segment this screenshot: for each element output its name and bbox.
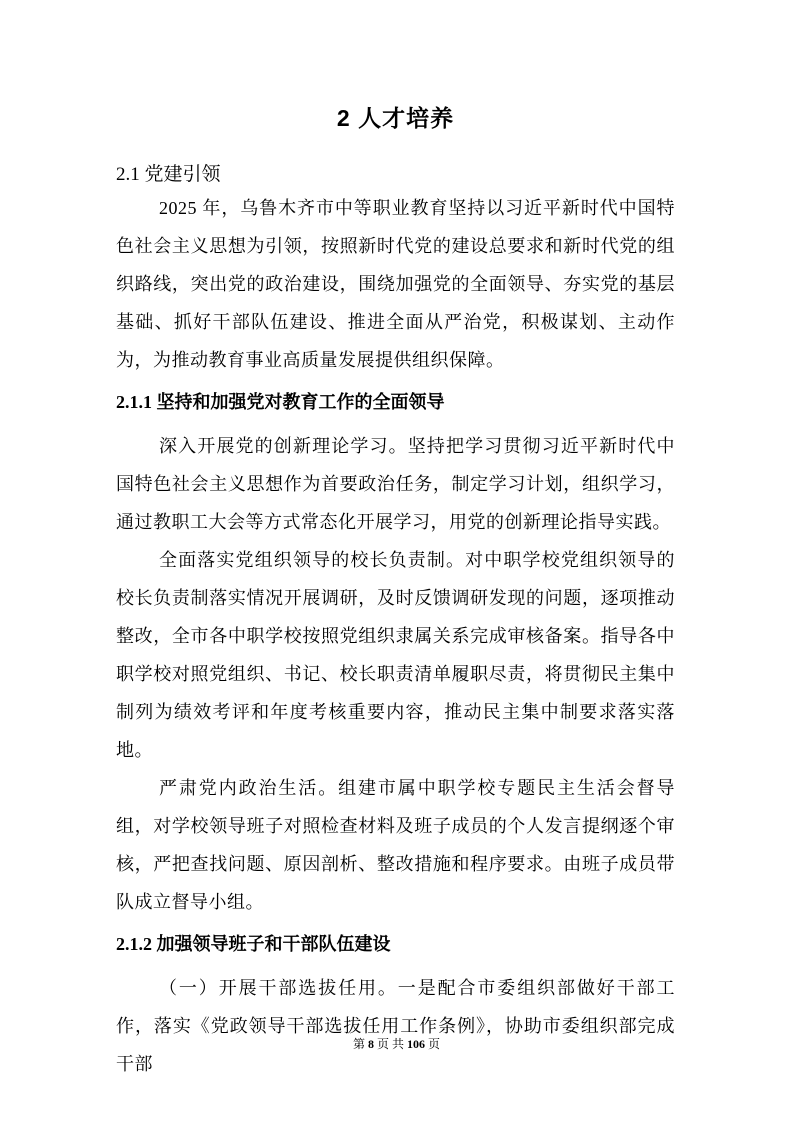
section-heading-2-1: 2.1 党建引领 — [116, 164, 221, 185]
section-heading-2-1-2: 2.1.2 加强领导班子和干部队伍建设 — [116, 934, 391, 954]
paragraph-intro: 2025 年，乌鲁木齐市中等职业教育坚持以习近平新时代中国特色社会主义思想为引领，按照新时代党的建设总要求和新时代党的组织路线，突出党的政治建设，围绕加强党的全面领导、夯实党的基层基础、抓好干部队伍建设、推进全面从严治党，积极谋划、主动作为，为推动教育事业高质量发展提供组织保障。 — [116, 198, 675, 370]
paragraph-principal-responsibility: 全面落实党组织领导的校长负责制。对中职学校党组织领导的校长负责制落实情况开展调研，及时反馈调研发现的问题，逐项推动整改，全市各中职学校按照党组织隶属关系完成审核备案。指导各中职学校对照党组织、书记、校长职责清单履职尽责，将贯彻民主集中制列为绩效考评和年度考核重要内容，推动民主集中制要求落实落地。 — [116, 550, 675, 760]
footer-label-ye: 页 — [428, 1037, 441, 1051]
footer-total-pages: 106 — [407, 1037, 425, 1051]
footer-page-number: 8 — [367, 1037, 374, 1051]
page-footer — [0, 1036, 793, 1052]
footer-label-di: 第 — [352, 1037, 365, 1051]
section-heading-2-1-1: 2.1.1 坚持和加强党对教育工作的全面领导 — [116, 392, 445, 412]
chapter-title: 2 人才培养 — [336, 105, 455, 131]
paragraph-political-life: 严肃党内政治生活。组建市属中职学校专题民主生活会督导组，对学校领导班子对照检查材料及班子成员的个人发言提纲逐个审核，严把查找问题、原因剖析、整改措施和程序要求。由班子成员带队成立督导小组。 — [116, 778, 675, 912]
paragraph-theory-study: 深入开展党的创新理论学习。坚持把学习贯彻习近平新时代中国特色社会主义思想作为首要政治任务，制定学习计划，组织学习，通过教职工大会等方式常态化开展学习，用党的创新理论指导实践。 — [116, 436, 675, 532]
footer-label-ye-gong: 页 共 — [376, 1037, 404, 1051]
paragraph-cadre-selection: （一）开展干部选拔任用。一是配合市委组织部做好干部工作，落实《党政领导干部选拔任用工作条例》，协助市委组织部完成干部 — [116, 978, 675, 1074]
